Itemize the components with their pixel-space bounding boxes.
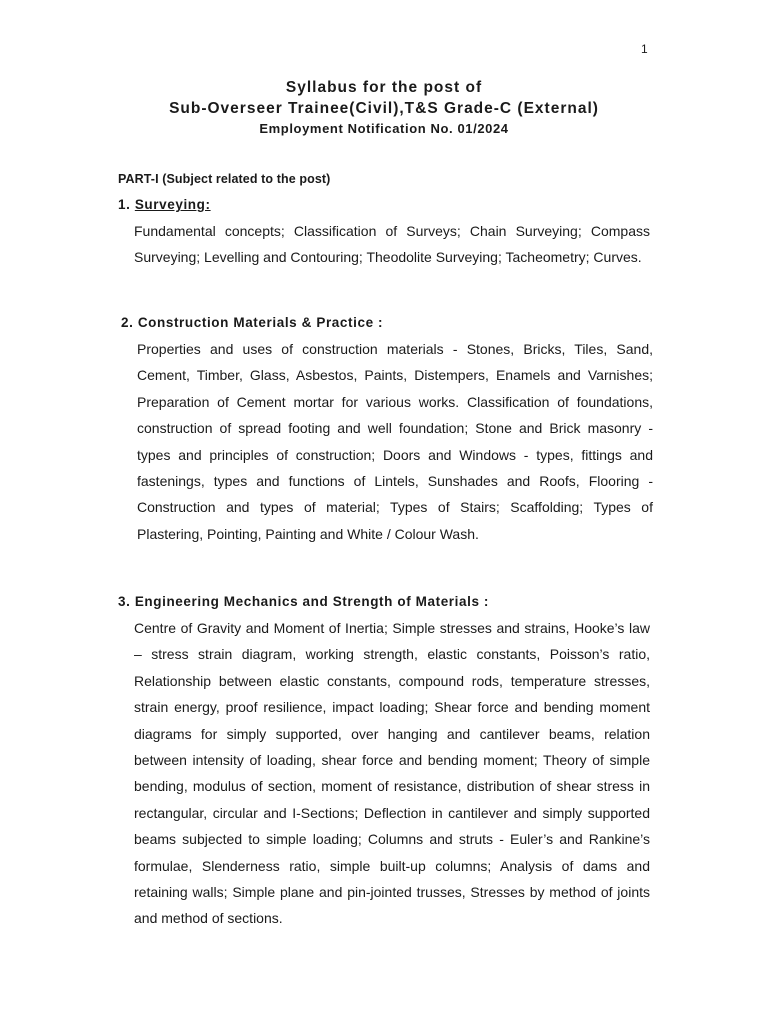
section-heading (121, 313, 653, 333)
section-body: Properties and uses of construction materials - Stones, Bricks, Tiles, Sand, Cement, Timber, Glass, Asbestos, Paints, Distempers, Enamels and Varnishes; Preparation of Cement mortar for various works. Classification of foundations, construction of spread footing and well foundation; Stone and Brick masonry - types and principles of construction; Doors and Windows - types, fittings and fastenings, types and functions of Lintels, Sunshades and Roofs, Flooring - Construction and types of material; Types of Stairs; Scaffolding; Types of Plastering, Pointing, Painting and White / Colour Wash. (137, 341, 653, 542)
section-engineering-mechanics (118, 592, 650, 932)
section-title: Engineering Mechanics and Strength of Materials : (134, 594, 490, 609)
section-heading (118, 195, 650, 215)
part-heading: PART-I (Subject related to the post) (118, 172, 331, 186)
title-line-1: Syllabus for the post of (285, 79, 483, 96)
notification-number: Employment Notification No. 01/2024 (259, 121, 509, 136)
section-surveying (118, 195, 650, 271)
section-title: Surveying: (134, 197, 211, 212)
section-number: 2. (121, 315, 138, 330)
section-body: Fundamental concepts; Classification of Surveys; Chain Surveying; Compass Surveying; Levelling and Contouring; Theodolite Surveying; Tacheometry; Curves. (134, 223, 650, 266)
document-title (0, 78, 768, 137)
title-line-2: Sub-Overseer Trainee(Civil),T&S Grade-C (External) (169, 100, 599, 117)
section-heading (118, 592, 650, 612)
section-number: 3. (118, 594, 135, 609)
page-number: 1 (641, 42, 648, 56)
section-title: Construction Materials & Practice : (137, 315, 384, 330)
section-construction-materials (121, 313, 653, 547)
section-number: 1. (118, 197, 135, 212)
section-body: Centre of Gravity and Moment of Inertia; Simple stresses and strains, Hooke’s law – stress strain diagram, working strength, elastic constants, Poisson’s ratio, Relationship between elastic constants, compound rods, temperature stresses, strain energy, proof resilience, impact loading; Shear force and bending moment diagrams for simply supported, over hanging and cantilever beams, relation between intensity of loading, shear force and bending moment; Theory of simple bending, modulus of section, moment of resistance, distribution of shear stress in rectangular, circular and I-Sections; Deflection in cantilever and simply supported beams subjected to simple loading; Columns and struts - Euler’s and Rankine’s formulae, Slenderness ratio, simple built-up columns; Analysis of dams and retaining walls; Simple plane and pin-jointed trusses, Stresses by method of joints and method of sections. (134, 620, 650, 927)
